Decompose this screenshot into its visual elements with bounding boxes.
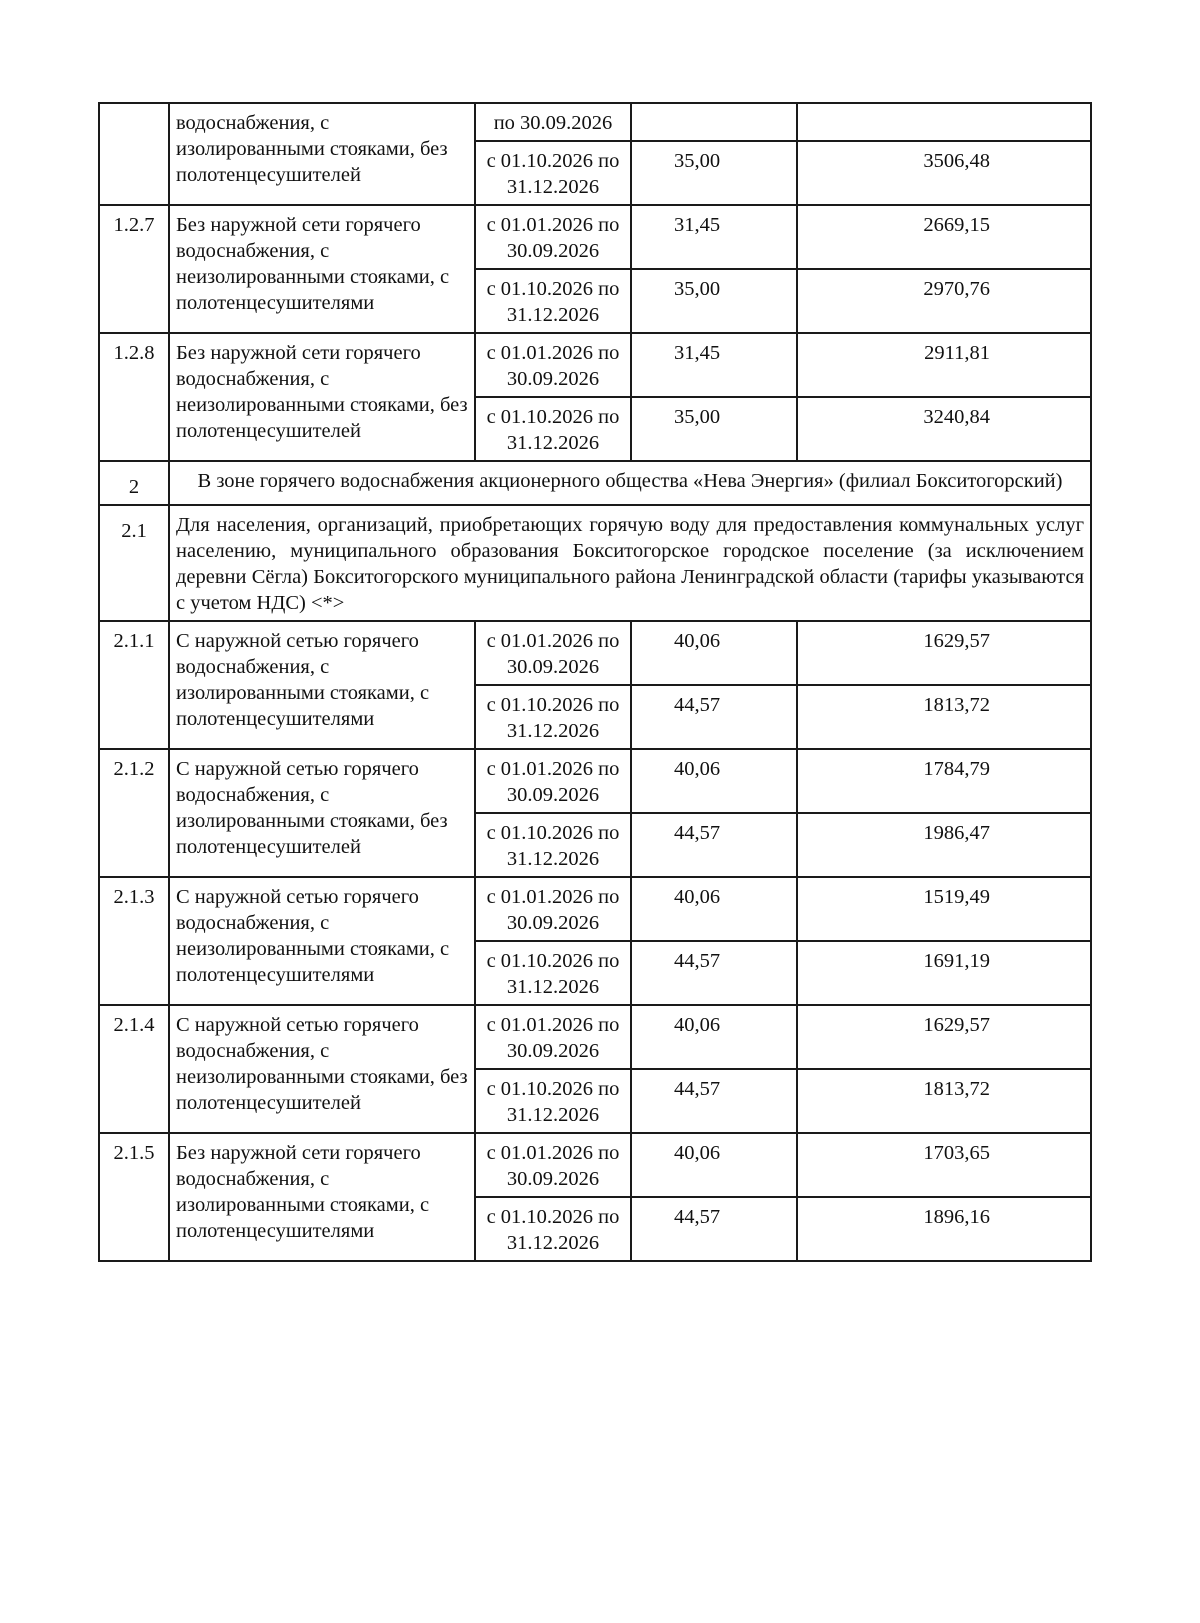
value-2-cell [797, 103, 1091, 141]
value-1-cell: 44,57 [631, 813, 797, 877]
table-row [99, 205, 1091, 269]
period-cell: с 01.10.2026 по 31.12.2026 [475, 397, 631, 461]
period-cell: с 01.01.2026 по 30.09.2026 [475, 877, 631, 941]
group-description: Для населения, организаций, приобретающих горячую воду для предоставления коммунальных услуг населению, муниципального образования Бокситогорское городское поселение (за исключением деревни Сёгла) Бокситогорского муниципального района Ленинградской области (тарифы указываются с учетом НДС) <*> [169, 505, 1091, 621]
value-2-cell: 2669,15 [797, 205, 1091, 269]
table-row [99, 1005, 1091, 1069]
period-cell: с 01.10.2026 по 31.12.2026 [475, 813, 631, 877]
zone-heading: В зоне горячего водоснабжения акционерного общества «Нева Энергия» (филиал Бокситогорский) [169, 461, 1091, 505]
value-1-cell [631, 103, 797, 141]
row-description: Без наружной сети горячего водоснабжения, с изолированными стояками, с полотенцесушителями [169, 1133, 475, 1261]
value-2-cell: 1784,79 [797, 749, 1091, 813]
zone-row [99, 461, 1091, 505]
value-1-cell: 31,45 [631, 205, 797, 269]
row-description: С наружной сетью горячего водоснабжения, с неизолированными стояками, без полотенцесушителей [169, 1005, 475, 1133]
row-description: водоснабжения, с изолированными стояками, без полотенцесушителей [169, 103, 475, 205]
value-1-cell: 44,57 [631, 1197, 797, 1261]
value-1-cell: 44,57 [631, 1069, 797, 1133]
value-1-cell: 35,00 [631, 397, 797, 461]
value-1-cell: 35,00 [631, 141, 797, 205]
group-number: 2.1 [99, 505, 169, 621]
value-2-cell: 1813,72 [797, 1069, 1091, 1133]
value-1-cell: 40,06 [631, 621, 797, 685]
value-1-cell: 40,06 [631, 749, 797, 813]
value-2-cell: 2970,76 [797, 269, 1091, 333]
row-description: С наружной сетью горячего водоснабжения, с изолированными стояками, без полотенцесушителей [169, 749, 475, 877]
value-2-cell: 1691,19 [797, 941, 1091, 1005]
period-cell: с 01.01.2026 по 30.09.2026 [475, 621, 631, 685]
value-1-cell: 35,00 [631, 269, 797, 333]
row-description: Без наружной сети горячего водоснабжения, с неизолированными стояками, с полотенцесушителями [169, 205, 475, 333]
table-row [99, 333, 1091, 397]
value-2-cell: 3506,48 [797, 141, 1091, 205]
period-cell: с 01.01.2026 по 30.09.2026 [475, 1005, 631, 1069]
value-2-cell: 2911,81 [797, 333, 1091, 397]
value-2-cell: 1703,65 [797, 1133, 1091, 1197]
period-cell: с 01.01.2026 по 30.09.2026 [475, 333, 631, 397]
period-cell: с 01.10.2026 по 31.12.2026 [475, 1069, 631, 1133]
value-1-cell: 40,06 [631, 1133, 797, 1197]
period-cell: с 01.10.2026 по 31.12.2026 [475, 685, 631, 749]
row-description: С наружной сетью горячего водоснабжения, с неизолированными стояками, с полотенцесушителями [169, 877, 475, 1005]
period-cell: с 01.10.2026 по 31.12.2026 [475, 141, 631, 205]
value-2-cell: 1629,57 [797, 621, 1091, 685]
period-cell: с 01.10.2026 по 31.12.2026 [475, 941, 631, 1005]
value-1-cell: 31,45 [631, 333, 797, 397]
row-number: 1.2.7 [99, 205, 169, 333]
group-row [99, 505, 1091, 621]
table-row [99, 749, 1091, 813]
table-row [99, 621, 1091, 685]
row-number: 2.1.2 [99, 749, 169, 877]
value-2-cell: 1519,49 [797, 877, 1091, 941]
period-cell: с 01.01.2026 по 30.09.2026 [475, 1133, 631, 1197]
value-1-cell: 40,06 [631, 877, 797, 941]
row-description: Без наружной сети горячего водоснабжения, с неизолированными стояками, без полотенцесушителей [169, 333, 475, 461]
row-number: 2.1.5 [99, 1133, 169, 1261]
table-row [99, 877, 1091, 941]
row-number: 2.1.4 [99, 1005, 169, 1133]
table-row [99, 1133, 1091, 1197]
value-1-cell: 44,57 [631, 941, 797, 1005]
row-description: С наружной сетью горячего водоснабжения, с изолированными стояками, с полотенцесушителями [169, 621, 475, 749]
period-cell: по 30.09.2026 [475, 103, 631, 141]
tariff-table [98, 102, 1092, 1262]
row-number: 2.1.1 [99, 621, 169, 749]
value-2-cell: 1629,57 [797, 1005, 1091, 1069]
value-2-cell: 1813,72 [797, 685, 1091, 749]
period-cell: с 01.01.2026 по 30.09.2026 [475, 205, 631, 269]
period-cell: с 01.10.2026 по 31.12.2026 [475, 1197, 631, 1261]
row-number [99, 103, 169, 205]
value-2-cell: 1896,16 [797, 1197, 1091, 1261]
row-number: 2.1.3 [99, 877, 169, 1005]
table-row [99, 103, 1091, 141]
value-1-cell: 44,57 [631, 685, 797, 749]
value-1-cell: 40,06 [631, 1005, 797, 1069]
period-cell: с 01.10.2026 по 31.12.2026 [475, 269, 631, 333]
row-number: 1.2.8 [99, 333, 169, 461]
zone-number: 2 [99, 461, 169, 505]
value-2-cell: 1986,47 [797, 813, 1091, 877]
period-cell: с 01.01.2026 по 30.09.2026 [475, 749, 631, 813]
value-2-cell: 3240,84 [797, 397, 1091, 461]
